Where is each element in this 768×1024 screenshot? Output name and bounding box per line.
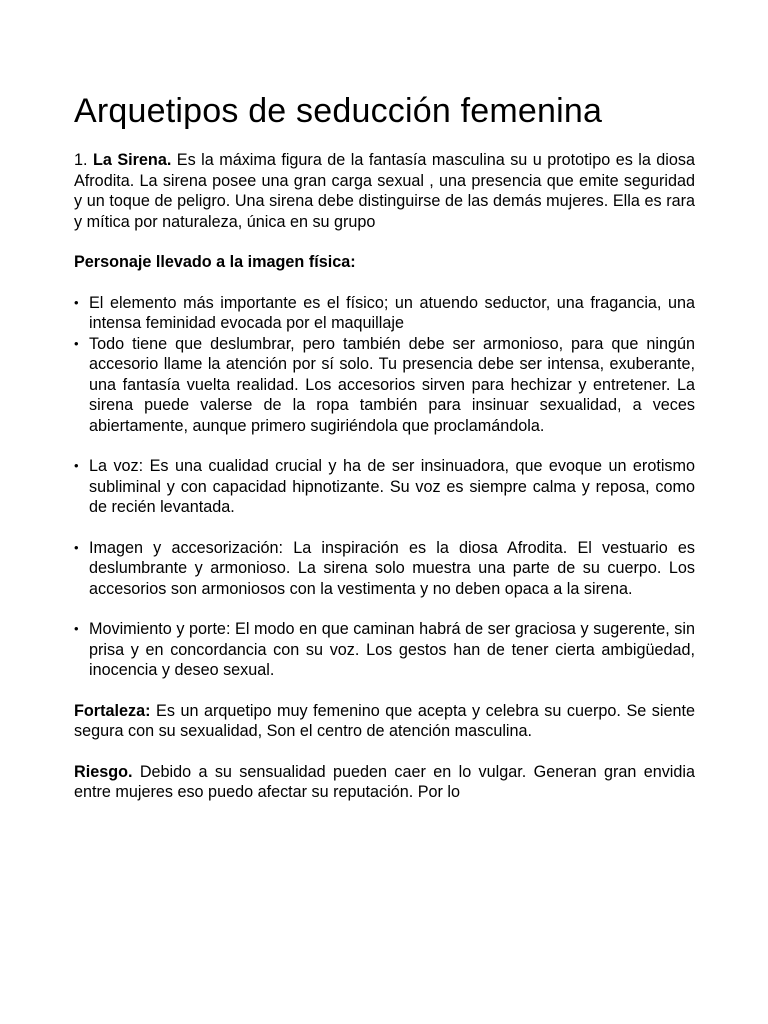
fortaleza-paragraph xyxy=(74,701,695,742)
riesgo-text: Debido a su sensualidad pueden caer en lo vulgar. Generan gran envidia entre mujeres eso puedo afectar su reputación. Por lo xyxy=(74,762,695,801)
list-item: • Todo tiene que deslumbrar, pero también debe ser armonioso, para que ningún accesorio llame la atención por sí solo. Tu presencia debe ser intensa, exuberante, una fantasía vuelta realidad. Los accesorios sirven para hechizar y entretener. La sirena puede valerse de la ropa también para insinuar sexualidad, a veces abiertamente, aunque primero sugiriéndola que proclamándola. xyxy=(74,334,695,437)
list-item: • Movimiento y porte: El modo en que caminan habrá de ser graciosa y sugerente, sin prisa y en concordancia con su voz. Los gestos han de tener cierta ambigüedad, inocencia y deseo sexual. xyxy=(74,619,695,681)
section-subheading xyxy=(74,252,695,273)
riesgo-paragraph xyxy=(74,762,695,803)
list-item: • Imagen y accesorización: La inspiración es la diosa Afrodita. El vestuario es deslumbrante y armonioso. La sirena solo muestra una parte de su cuerpo. Los accesorios son armoniosos con la vestimenta y no deben opaca a la sirena. xyxy=(74,538,695,600)
fortaleza-term: Fortaleza: xyxy=(74,701,151,720)
riesgo-term: Riesgo. xyxy=(74,762,133,781)
subheading-text: Personaje llevado a la imagen física: xyxy=(74,253,356,271)
intro-text: Es la máxima figura de la fantasía masculina su u prototipo es la diosa Afrodita. La sirena posee una gran carga sexual , una presencia que emite seguridad y un toque de peligro. Una sirena debe distinguirse de las demás mujeres. Ella es rara y mítica por naturaleza, única en su grupo xyxy=(74,151,696,231)
intro-number: 1. xyxy=(74,151,88,169)
intro-term: La Sirena. xyxy=(92,151,172,169)
fortaleza-text: Es un arquetipo muy femenino que acepta y celebra su cuerpo. Se siente segura con su sexualidad, Son el centro de atención masculina. xyxy=(74,701,695,740)
list-item: • La voz: Es una cualidad crucial y ha de ser insinuadora, que evoque un erotismo subliminal y con capacidad hipnotizante. Su voz es siempre calma y reposa, como de recién levantada. xyxy=(74,456,695,518)
bullet-list xyxy=(74,293,695,681)
list-item: • El elemento más importante es el físico; un atuendo seductor, una fragancia, una intensa feminidad evocada por el maquillaje xyxy=(74,293,695,334)
document-title: Arquetipos de seducción femenina xyxy=(74,92,603,130)
intro-paragraph xyxy=(74,150,695,232)
